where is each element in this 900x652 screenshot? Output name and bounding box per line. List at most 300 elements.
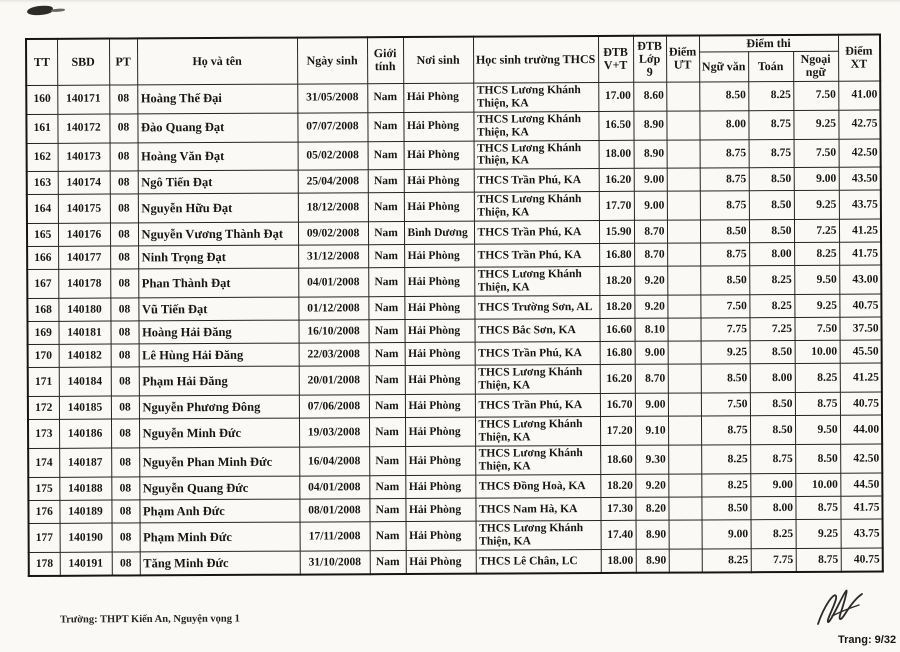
cell-dtb-lop9: 8.70: [634, 221, 667, 244]
cell-birthplace: Hải Phòng: [404, 141, 474, 170]
cell-ngoai-ngu: 8.75: [796, 549, 841, 572]
cell-toan: 8.50: [750, 341, 795, 364]
cell-dob: 07/06/2008: [299, 395, 369, 418]
cell-dtb-vt: 17.30: [600, 498, 635, 521]
cell-dob: 22/03/2008: [299, 343, 369, 366]
cell-dtb-lop9: 8.90: [636, 549, 669, 572]
cell-ngoai-ngu: 9.25: [793, 110, 838, 139]
cell-dob: 31/10/2008: [300, 551, 370, 574]
cell-dtb-vt: 16.70: [600, 394, 635, 417]
cell-school: THCS Lương Khánh Thiện, KA: [474, 140, 599, 170]
cell-diem-ut: [667, 318, 700, 341]
cell-van: 9.00: [702, 520, 751, 549]
cell-name: Phạm Hải Đăng: [139, 366, 299, 396]
cell-dob: 05/02/2008: [298, 141, 368, 170]
cell-diem-ut: [666, 82, 699, 111]
cell-name: Nguyễn Vương Thành Đạt: [138, 223, 298, 247]
cell-pt: 08: [110, 171, 138, 194]
cell-diem-ut: [668, 445, 701, 474]
cell-tt: 175: [28, 478, 59, 501]
cell-dtb-lop9: 9.10: [635, 417, 668, 446]
cell-toan: 8.75: [748, 110, 793, 139]
cell-diem-ut: [668, 364, 701, 393]
cell-dtb-vt: 16.20: [600, 365, 635, 394]
cell-pt: 08: [111, 396, 139, 419]
cell-tt: 178: [29, 553, 60, 576]
cell-gender: Nam: [367, 83, 403, 112]
cell-diem-ut: [668, 416, 701, 445]
cell-birthplace: Hải Phòng: [404, 268, 474, 297]
cell-dtb-lop9: 8.90: [636, 520, 669, 549]
cell-gender: Nam: [368, 193, 404, 222]
cell-van: 7.50: [701, 393, 750, 416]
col-header-diem-xt: Điểm XT: [838, 35, 880, 81]
cell-tt: 169: [27, 322, 58, 345]
cell-gender: Nam: [369, 499, 405, 522]
cell-gender: Nam: [367, 112, 403, 141]
cell-sbd: 140175: [58, 195, 110, 224]
cell-ngoai-ngu: 10.00: [795, 341, 840, 364]
cell-ngoai-ngu: 7.50: [794, 318, 839, 341]
cell-birthplace: Hải Phòng: [405, 475, 475, 498]
cell-pt: 08: [111, 448, 139, 477]
cell-dtb-lop9: 9.00: [634, 169, 667, 192]
cell-gender: Nam: [368, 141, 404, 170]
cell-pt: 08: [110, 269, 138, 298]
cell-school: THCS Lương Khánh Thiện, KA: [475, 417, 600, 447]
cell-birthplace: Hải Phòng: [405, 498, 475, 521]
cell-birthplace: Hải Phòng: [405, 418, 475, 447]
cell-school: THCS Lê Chân, LC: [476, 550, 601, 574]
cell-sbd: 140171: [57, 85, 109, 114]
table-row: [27, 265, 881, 298]
cell-diem-xt: 44.00: [840, 415, 882, 444]
cell-dtb-lop9: 8.10: [634, 319, 667, 342]
cell-name: Phạm Minh Đức: [140, 522, 300, 552]
cell-diem-xt: 41.25: [839, 219, 881, 242]
cell-birthplace: Hải Phòng: [405, 395, 475, 418]
cell-school: THCS Trần Phú, KA: [474, 221, 599, 245]
cell-diem-xt: 43.50: [839, 167, 881, 190]
cell-school: THCS Đồng Hoà, KA: [475, 475, 600, 499]
cell-name: Nguyễn Phương Đông: [139, 395, 299, 419]
cell-birthplace: Bình Dương: [404, 222, 474, 245]
cell-dtb-vt: 17.20: [600, 417, 635, 446]
cell-tt: 168: [27, 299, 58, 322]
cell-diem-ut: [667, 139, 700, 168]
cell-dob: 16/04/2008: [299, 447, 369, 476]
cell-dtb-vt: 16.80: [599, 244, 634, 267]
footer-school-line: Trường: THPT Kiến An, Nguyện vọng 1: [59, 613, 240, 626]
col-header-pt: PT: [109, 38, 137, 84]
cell-name: Ninh Trọng Đạt: [138, 246, 298, 270]
cell-toan: 8.25: [748, 81, 793, 110]
cell-pt: 08: [110, 321, 138, 344]
cell-name: Nguyễn Quang Đức: [139, 476, 299, 500]
cell-pt: 08: [110, 223, 138, 246]
cell-school: THCS Trường Sơn, AL: [474, 296, 599, 320]
cell-pt: 08: [111, 477, 139, 500]
cell-gender: Nam: [368, 268, 404, 297]
cell-dtb-vt: 18.00: [599, 140, 634, 169]
cell-tt: 167: [27, 270, 58, 299]
cell-dtb-vt: 18.60: [600, 446, 635, 475]
cell-gender: Nam: [370, 551, 406, 574]
cell-pt: 08: [110, 298, 138, 321]
cell-diem-ut: [667, 243, 700, 266]
cell-name: Hoàng Văn Đạt: [138, 142, 298, 172]
cell-diem-ut: [668, 474, 701, 497]
cell-toan: 8.00: [750, 497, 795, 520]
cell-toan: 8.50: [749, 220, 794, 243]
cell-toan: 8.50: [749, 168, 794, 191]
cell-name: Đào Quang Đạt: [137, 113, 297, 143]
cell-diem-xt: 43.00: [839, 265, 881, 294]
cell-tt: 166: [27, 247, 58, 270]
cell-gender: Nam: [368, 222, 404, 245]
cell-pt: 08: [110, 194, 138, 223]
cell-pt: 08: [111, 500, 139, 523]
cell-dtb-vt: 16.60: [599, 319, 634, 342]
cell-gender: Nam: [369, 366, 405, 395]
cell-ngoai-ngu: 9.50: [795, 416, 840, 445]
cell-school: THCS Lương Khánh Thiện, KA: [473, 82, 598, 112]
cell-diem-xt: 43.75: [839, 190, 881, 219]
cell-diem-xt: 41.25: [840, 363, 882, 392]
cell-name: Nguyễn Hữu Đạt: [138, 194, 298, 224]
cell-van: 8.50: [700, 220, 749, 243]
cell-dtb-vt: 18.20: [600, 475, 635, 498]
cell-gender: Nam: [369, 418, 405, 447]
cell-tt: 176: [28, 501, 59, 524]
cell-dtb-vt: 17.00: [598, 82, 633, 111]
cell-name: Lê Hùng Hải Đăng: [139, 343, 299, 367]
page-number-label: Trang: 9/32: [838, 634, 897, 646]
cell-pt: 08: [112, 523, 140, 552]
cell-dtb-lop9: 8.70: [634, 244, 667, 267]
cell-dtb-vt: 15.90: [599, 221, 634, 244]
cell-tt: 174: [28, 449, 59, 478]
scanned-sheet: [25, 34, 884, 577]
cell-name: Nguyễn Minh Đức: [139, 418, 299, 448]
cell-pt: 08: [111, 419, 139, 448]
cell-ngoai-ngu: 9.25: [796, 520, 841, 549]
cell-van: 8.25: [701, 474, 750, 497]
cell-diem-xt: 42.50: [840, 444, 882, 473]
col-header-gender: Giới tính: [367, 37, 403, 83]
cell-diem-ut: [668, 341, 701, 364]
cell-diem-xt: 37.50: [839, 317, 881, 340]
cell-school: THCS Trần Phú, KA: [474, 244, 599, 268]
cell-ngoai-ngu: 9.25: [794, 191, 839, 220]
results-table-header: [26, 35, 880, 86]
col-header-birthplace: Nơi sinh: [403, 37, 473, 83]
cell-birthplace: Hải Phòng: [403, 112, 473, 141]
cell-name: Phạm Anh Đức: [139, 499, 299, 523]
cell-toan: 8.75: [749, 139, 794, 168]
cell-dtb-vt: 17.40: [601, 521, 636, 550]
cell-school: THCS Lương Khánh Thiện, KA: [473, 111, 598, 141]
cell-dtb-vt: 16.20: [599, 169, 634, 192]
cell-ngoai-ngu: 7.50: [794, 139, 839, 168]
cell-name: Phan Thành Đạt: [138, 269, 298, 299]
cell-dtb-lop9: 9.20: [634, 267, 667, 296]
table-row: [26, 110, 880, 143]
col-header-dtb-lop9: ĐTB Lớp 9: [633, 36, 666, 82]
cell-birthplace: Hải Phòng: [404, 245, 474, 268]
cell-dtb-lop9: 9.00: [635, 342, 668, 365]
cell-van: 7.50: [700, 295, 749, 318]
col-header-diem-ut: Điểm ƯT: [666, 35, 699, 81]
cell-sbd: 140188: [59, 477, 111, 500]
cell-diem-xt: 42.50: [839, 139, 881, 168]
cell-toan: 8.25: [749, 266, 794, 295]
cell-van: 8.75: [700, 139, 749, 168]
cell-school: THCS Lương Khánh Thiện, KA: [475, 446, 600, 476]
cell-dob: 20/01/2008: [299, 366, 369, 395]
cell-dob: 31/12/2008: [298, 245, 368, 268]
cell-van: 7.75: [700, 318, 749, 341]
col-header-sbd: SBD: [57, 39, 109, 85]
table-row: [28, 444, 882, 477]
col-header-ngoai-ngu: Ngoại ngữ: [793, 51, 838, 81]
col-header-dtb-vt: ĐTB V+T: [598, 36, 633, 82]
cell-dtb-lop9: 8.20: [635, 497, 668, 520]
cell-name: Hoàng Thế Đại: [137, 84, 297, 114]
cell-ngoai-ngu: 8.50: [795, 445, 840, 474]
cell-van: 8.75: [700, 168, 749, 191]
cell-school: THCS Trần Phú, KA: [475, 342, 600, 366]
cell-birthplace: Hải Phòng: [406, 550, 476, 573]
cell-diem-ut: [668, 497, 701, 520]
col-header-school: Học sinh trường THCS: [473, 36, 598, 83]
cell-birthplace: Hải Phòng: [404, 320, 474, 343]
cell-name: Vũ Tiến Đạt: [138, 297, 298, 321]
cell-diem-ut: [667, 266, 700, 295]
cell-dob: 31/05/2008: [297, 83, 367, 112]
cell-pt: 08: [110, 246, 138, 269]
cell-birthplace: Hải Phòng: [404, 170, 474, 193]
cell-diem-ut: [666, 111, 699, 140]
cell-dtb-lop9: 8.60: [633, 82, 666, 111]
cell-pt: 08: [109, 113, 137, 142]
cell-gender: Nam: [369, 447, 405, 476]
cell-sbd: 140176: [58, 223, 110, 246]
cell-van: 9.25: [701, 341, 750, 364]
cell-diem-ut: [667, 220, 700, 243]
table-row: [27, 139, 881, 172]
cell-birthplace: Hải Phòng: [403, 83, 473, 112]
cell-dob: 18/12/2008: [298, 193, 368, 222]
cell-birthplace: Hải Phòng: [405, 446, 475, 475]
cell-sbd: 140180: [58, 298, 110, 321]
cell-dtb-vt: 18.20: [599, 296, 634, 319]
cell-pt: 08: [112, 552, 140, 575]
cell-ngoai-ngu: 7.25: [794, 220, 839, 243]
cell-tt: 163: [27, 172, 58, 195]
cell-sbd: 140187: [59, 448, 111, 477]
cell-tt: 171: [28, 368, 59, 397]
cell-dtb-vt: 17.70: [599, 192, 634, 221]
cell-van: 8.50: [701, 497, 750, 520]
cell-tt: 161: [26, 114, 57, 143]
cell-school: THCS Nam Hà, KA: [475, 498, 600, 522]
cell-ngoai-ngu: 9.50: [794, 266, 839, 295]
cell-diem-xt: 40.75: [840, 392, 882, 415]
cell-sbd: 140184: [59, 367, 111, 396]
cell-sbd: 140173: [58, 143, 110, 172]
scan-edge: [0, 0, 900, 3]
cell-dtb-vt: 18.20: [599, 267, 634, 296]
cell-sbd: 140174: [58, 172, 110, 195]
cell-tt: 177: [29, 524, 60, 553]
cell-name: Ngô Tiến Đạt: [138, 171, 298, 195]
cell-dob: 17/11/2008: [300, 522, 370, 551]
cell-dtb-lop9: 9.30: [635, 445, 668, 474]
cell-diem-xt: 43.75: [841, 519, 883, 548]
cell-pt: 08: [110, 142, 138, 171]
cell-tt: 173: [28, 420, 59, 449]
cell-van: 8.25: [701, 445, 750, 474]
cell-school: THCS Lương Khánh Thiện, KA: [474, 267, 599, 297]
cell-sbd: 140191: [60, 552, 112, 575]
cell-dob: 01/12/2008: [298, 297, 368, 320]
cell-diem-xt: 41.75: [839, 242, 881, 265]
cell-toan: 7.75: [751, 549, 796, 572]
cell-diem-xt: 41.00: [838, 81, 880, 110]
cell-diem-xt: 40.75: [841, 548, 883, 571]
cell-sbd: 140182: [59, 344, 111, 367]
cell-birthplace: Hải Phòng: [405, 343, 475, 366]
cell-toan: 8.50: [750, 416, 795, 445]
cell-dtb-lop9: 8.90: [633, 111, 666, 140]
cell-diem-ut: [669, 549, 702, 572]
results-table: [25, 34, 884, 577]
table-row: [28, 415, 882, 448]
cell-tt: 172: [28, 397, 59, 420]
cell-gender: Nam: [368, 245, 404, 268]
cell-dtb-vt: 18.00: [601, 550, 636, 573]
cell-diem-ut: [668, 393, 701, 416]
cell-name: Nguyễn Phan Minh Đức: [139, 447, 299, 477]
cell-gender: Nam: [368, 170, 404, 193]
cell-tt: 162: [27, 143, 58, 172]
cell-dtb-lop9: 9.00: [634, 192, 667, 221]
cell-name: Hoàng Hải Đăng: [138, 320, 298, 344]
cell-sbd: 140181: [58, 321, 110, 344]
cell-ngoai-ngu: 8.75: [795, 497, 840, 520]
cell-tt: 170: [28, 345, 59, 368]
cell-van: 8.25: [702, 549, 751, 572]
cell-pt: 08: [111, 344, 139, 367]
cell-ngoai-ngu: 9.00: [794, 168, 839, 191]
cell-dtb-vt: 16.80: [600, 342, 635, 365]
table-row: [27, 190, 881, 223]
table-row: [28, 363, 882, 396]
cell-school: THCS Trần Phú, KA: [474, 169, 599, 193]
handwritten-signature: [812, 586, 868, 630]
cell-ngoai-ngu: 8.25: [795, 364, 840, 393]
cell-diem-ut: [667, 295, 700, 318]
cell-diem-ut: [669, 520, 702, 549]
col-header-tt: TT: [26, 39, 57, 85]
cell-dtb-lop9: 9.20: [635, 474, 668, 497]
cell-toan: 8.00: [750, 364, 795, 393]
cell-school: THCS Lương Khánh Thiện, KA: [474, 192, 599, 222]
cell-ngoai-ngu: 7.50: [793, 81, 838, 110]
cell-birthplace: Hải Phòng: [404, 193, 474, 222]
cell-gender: Nam: [368, 320, 404, 343]
cell-tt: 160: [26, 85, 57, 114]
cell-toan: 7.25: [749, 318, 794, 341]
cell-school: THCS Trần Phú, KA: [475, 394, 600, 418]
cell-van: 8.50: [701, 364, 750, 393]
cell-sbd: 140178: [58, 269, 110, 298]
table-row: [29, 548, 883, 575]
col-header-dob: Ngày sinh: [297, 37, 367, 83]
cell-diem-xt: 40.75: [839, 294, 881, 317]
cell-van: 8.75: [700, 191, 749, 220]
cell-gender: Nam: [370, 522, 406, 551]
cell-toan: 8.50: [749, 191, 794, 220]
cell-toan: 8.00: [749, 243, 794, 266]
cell-sbd: 140172: [57, 114, 109, 143]
cell-sbd: 140185: [59, 396, 111, 419]
cell-dob: 16/10/2008: [298, 320, 368, 343]
cell-gender: Nam: [369, 343, 405, 366]
cell-pt: 08: [109, 84, 137, 113]
cell-dob: 19/03/2008: [299, 418, 369, 447]
cell-dtb-lop9: 8.90: [634, 140, 667, 169]
cell-dob: 04/01/2008: [299, 476, 369, 499]
cell-dob: 08/01/2008: [299, 499, 369, 522]
cell-diem-xt: 41.75: [840, 496, 882, 519]
cell-diem-xt: 42.75: [838, 110, 880, 139]
cell-van: 8.50: [699, 81, 748, 110]
cell-birthplace: Hải Phòng: [404, 297, 474, 320]
cell-toan: 8.50: [750, 393, 795, 416]
cell-school: THCS Bắc Sơn, KA: [474, 319, 599, 343]
cell-van: 8.75: [701, 416, 750, 445]
cell-school: THCS Lương Khánh Thiện, KA: [475, 365, 600, 395]
col-header-van: Ngữ văn: [699, 52, 748, 82]
col-header-diem-thi: Điểm thi: [699, 35, 838, 52]
cell-dob: 04/01/2008: [298, 268, 368, 297]
cell-van: 8.75: [700, 243, 749, 266]
cell-sbd: 140190: [60, 523, 112, 552]
cell-school: THCS Lương Khánh Thiện, KA: [476, 521, 601, 551]
cell-dtb-vt: 16.50: [598, 111, 633, 140]
results-table-body: [26, 81, 883, 576]
scan-smudge: [27, 5, 54, 16]
cell-sbd: 140177: [58, 246, 110, 269]
cell-sbd: 140186: [59, 419, 111, 448]
cell-diem-ut: [667, 191, 700, 220]
col-header-name: Họ và tên: [137, 38, 297, 85]
cell-dtb-lop9: 9.00: [635, 394, 668, 417]
cell-ngoai-ngu: 8.75: [795, 393, 840, 416]
col-header-toan: Toán: [748, 52, 793, 82]
cell-dob: 07/07/2008: [297, 112, 367, 141]
table-row: [26, 81, 880, 114]
cell-toan: 8.25: [749, 295, 794, 318]
cell-ngoai-ngu: 10.00: [795, 474, 840, 497]
cell-tt: 164: [27, 195, 58, 224]
cell-gender: Nam: [369, 395, 405, 418]
cell-birthplace: Hải Phòng: [406, 521, 476, 550]
cell-gender: Nam: [369, 476, 405, 499]
cell-ngoai-ngu: 8.25: [794, 243, 839, 266]
